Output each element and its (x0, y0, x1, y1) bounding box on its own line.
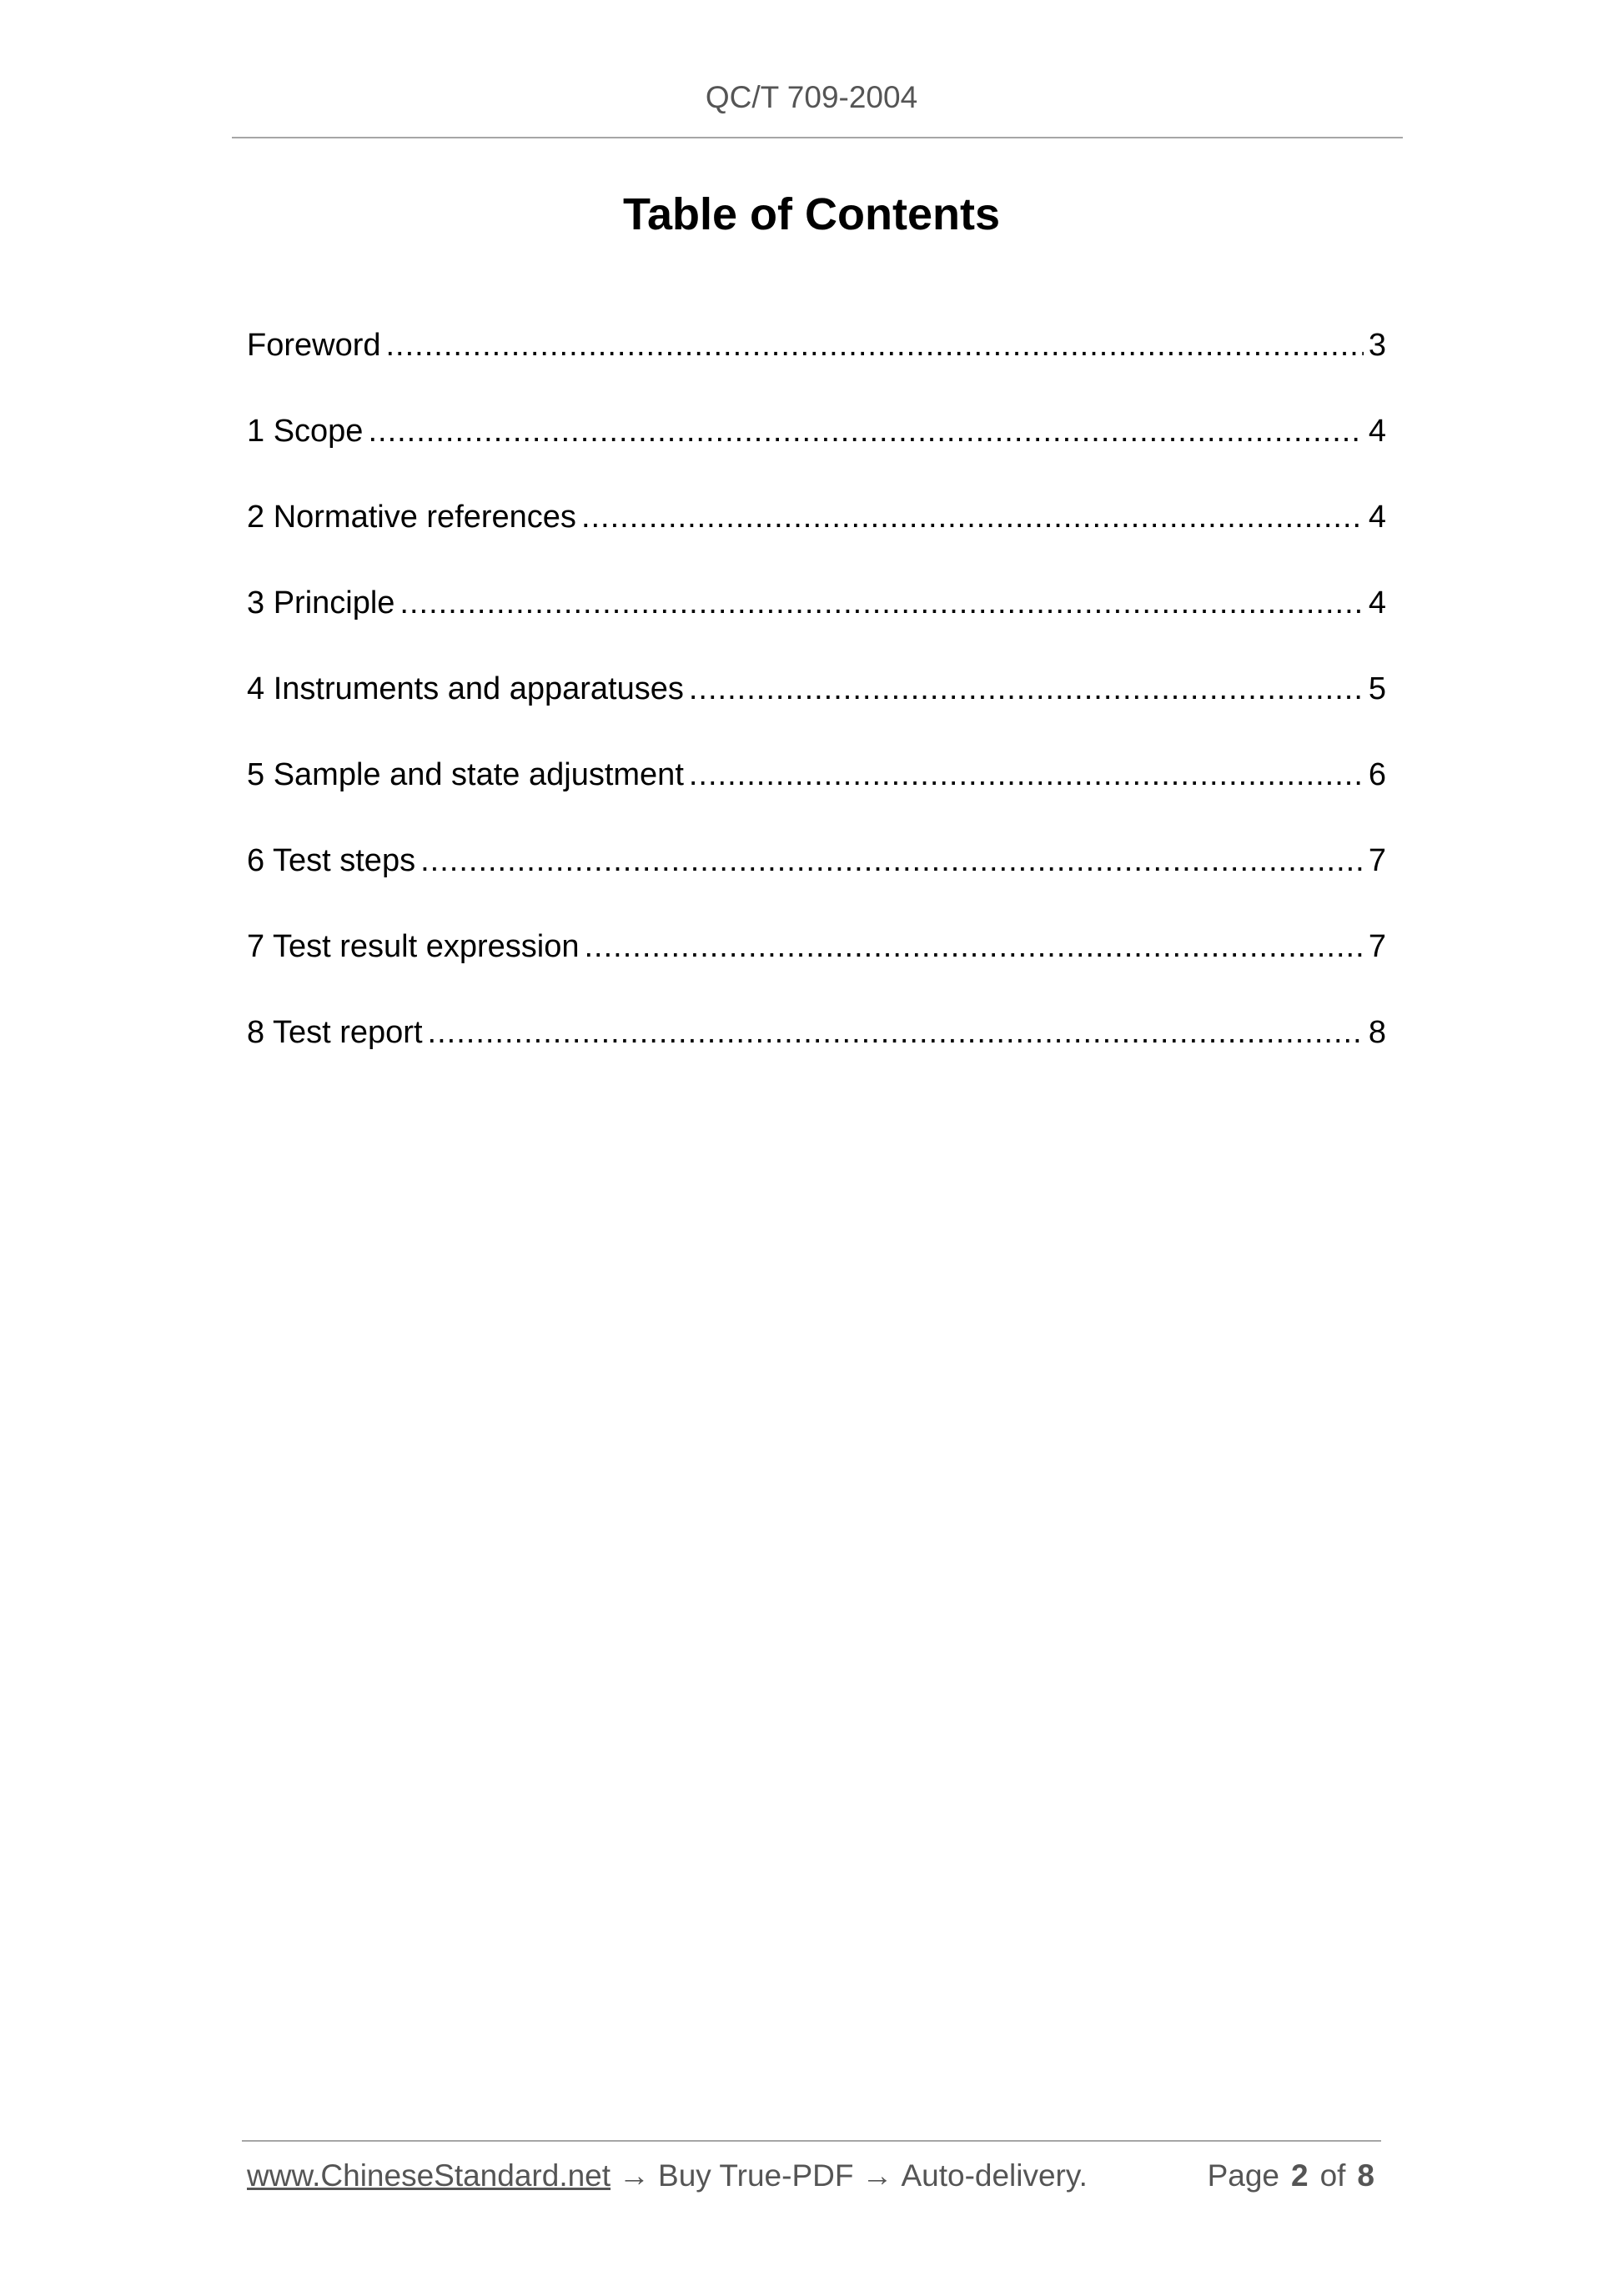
toc-entry-principle[interactable] (247, 578, 1386, 664)
toc-entry-page: 6 (1368, 757, 1386, 792)
toc-entry-page: 4 (1368, 500, 1386, 535)
document-code-header: QC/T 709-2004 (705, 80, 918, 114)
toc-leader-dots (585, 922, 1364, 972)
toc-entry-label: 3 Principle (247, 585, 395, 620)
toc-entry-scope[interactable] (247, 406, 1386, 492)
toc-list (247, 320, 1386, 1093)
toc-entry-label: 4 Instruments and apparatuses (247, 671, 684, 706)
footer-promo (247, 2158, 1088, 2193)
toc-leader-dots (386, 320, 1364, 370)
toc-title: Table of Contents (623, 189, 1000, 239)
toc-leader-dots (428, 1007, 1364, 1058)
toc-entry-page: 5 (1368, 671, 1386, 706)
toc-entry-page: 8 (1368, 1015, 1386, 1050)
page-number (1208, 2158, 1374, 2193)
of-word: of (1319, 2158, 1346, 2193)
toc-entry-page: 7 (1368, 843, 1386, 878)
toc-entry-normative-references[interactable] (247, 492, 1386, 578)
toc-entry-label: 2 Normative references (247, 500, 576, 535)
toc-entry-sample[interactable] (247, 750, 1386, 836)
toc-leader-dots (368, 406, 1363, 456)
toc-leader-dots (581, 492, 1364, 542)
toc-entry-label: 8 Test report (247, 1015, 423, 1050)
site-link[interactable]: www.ChineseStandard.net (247, 2158, 611, 2193)
toc-entry-label: 1 Scope (247, 414, 364, 449)
current-page: 2 (1290, 2158, 1309, 2193)
toc-entry-label: Foreword (247, 328, 381, 363)
arrow-right-icon: → (862, 2158, 893, 2193)
toc-leader-dots (399, 578, 1363, 628)
toc-entry-result-expression[interactable] (247, 922, 1386, 1007)
toc-entry-label: 5 Sample and state adjustment (247, 757, 684, 792)
toc-entry-page: 7 (1368, 929, 1386, 964)
toc-entry-test-report[interactable] (247, 1007, 1386, 1093)
toc-entry-instruments[interactable] (247, 664, 1386, 750)
toc-entry-foreword[interactable] (247, 320, 1386, 406)
toc-entry-test-steps[interactable] (247, 836, 1386, 922)
toc-entry-page: 4 (1368, 414, 1386, 449)
page-footer (247, 2158, 1381, 2205)
footer-divider (242, 2140, 1381, 2142)
toc-entry-page: 3 (1368, 328, 1386, 363)
page-word: Page (1207, 2158, 1279, 2193)
toc-leader-dots (689, 664, 1364, 714)
buy-true-pdf-text: Buy True-PDF (658, 2158, 854, 2193)
total-pages: 8 (1357, 2158, 1374, 2193)
arrow-right-icon: → (619, 2158, 651, 2193)
auto-delivery-text: Auto-delivery. (901, 2158, 1088, 2193)
toc-entry-page: 4 (1368, 585, 1386, 620)
toc-entry-label: 7 Test result expression (247, 929, 580, 964)
toc-leader-dots (689, 750, 1364, 800)
toc-leader-dots (420, 836, 1364, 886)
header-divider (232, 137, 1403, 138)
toc-entry-label: 6 Test steps (247, 843, 416, 878)
